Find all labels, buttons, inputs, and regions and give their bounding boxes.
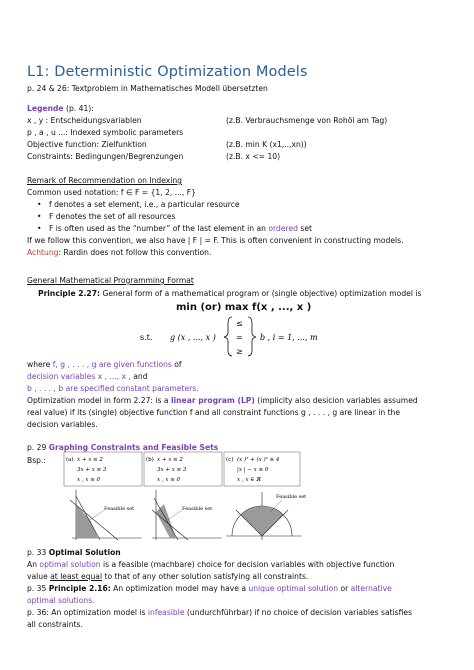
bullet-icon: • [37,212,42,221]
achtung-label: Achtung [27,248,59,257]
legend-row-2: p , a , u ...: Indexed symbolic parameters [27,128,184,137]
remark-notation: Common used notation: f ∈ F = {1, 2, ..., F} [27,188,196,197]
legend-row-4-example: (z.B. x <= 10) [226,152,281,161]
objective-formula: min (or) max f(x , ..., x ) [176,302,312,313]
constraint-lhs: g (x , ..., x ) [170,333,216,342]
rel-le: ≤ [236,319,243,328]
svg-text:x , x ≥ 0: x , x ≥ 0 [77,477,101,483]
legend-row-3-example: (z.B. min K (x1,..,xn)) [226,140,307,149]
plot-c [226,492,306,540]
svg-text:Feasible set: Feasible set [104,506,135,512]
constraint-examples-figure [62,452,307,542]
optimization-line-3: decision variables. [27,420,98,429]
constraint-rhs: b , i = 1, ..., m [260,333,318,342]
remark-heading: Remark of Recommendation on Indexing [27,176,182,185]
bullet-icon: • [37,200,42,209]
svg-text:3x + x ≤ 3: 3x + x ≤ 3 [77,467,107,473]
remark-bullet-3: • F is often used as the “number” of the last element in an ordered set [37,224,312,233]
svg-text:(b): (b) [146,457,154,463]
principle-2-16: p. 35 Principle 2.16: An optimization model may have a unique optimal solution or alternative [27,584,392,593]
rel-eq: = [236,333,243,342]
optimal-line-1: An optimal solution is a feasible (machbare) choice for decision variables with objective function [27,560,395,569]
infeasible-line-2: all constraints. [27,620,83,629]
svg-text:3x + x ≤ 3: 3x + x ≤ 3 [157,467,187,473]
page-title: L1: Deterministic Optimization Models [27,64,308,80]
remark-convention: If we follow this convention, we also have | F | = F. This is often convenient in constructing models. [27,236,404,245]
legend-heading: Legende [27,104,64,113]
remark-achtung: Achtung: Rardin does not follow this convention. [27,248,212,257]
where-line-3: b , . . . , b are specified constant parameters. [27,384,199,393]
svg-text:x , x ≥ 0: x , x ≥ 0 [157,477,181,483]
svg-text:(c): (c) [226,457,234,463]
bsp-label: Bsp.: [27,456,46,465]
svg-text:x + x ≤ 2: x + x ≤ 2 [77,457,103,463]
remark-bullet-1: • f denotes a set element, i.e., a particular resource [37,200,240,209]
svg-text:(a): (a) [66,457,74,463]
svg-text:x + x ≤ 2: x + x ≤ 2 [157,457,183,463]
where-line-1: where f, g , . . . , g are given functions of [27,360,182,369]
optimal-line-2: value at least equal to that of any other solution satisfying all constraints. [27,572,309,581]
ordered-term: ordered [268,224,298,233]
legend-row-3: Objective function: Zielfunktion [27,140,147,149]
plot-a [70,490,142,540]
optimization-line-1: Optimization model in form 2.27: is a linear program (LP) (implicity also desicion variables assumed [27,396,418,405]
linear-program-term: linear program (LP) [170,396,255,405]
optimal-alt-line: optimal solutions. [27,596,95,605]
infeasible-line-1: p. 36: An optimization model is infeasible (undurchführbar) if no choice of decision variables satisfies [27,608,413,617]
legend-page-ref: (p. 41): [66,104,94,113]
legend-row-1: x , y : Entscheidungsvariablen [27,116,142,125]
constraint-formula [140,314,340,358]
svg-text:|x | − x ≤ 0: |x | − x ≤ 0 [237,467,269,473]
general-heading: General Mathematical Programming Format [27,276,194,285]
legend-row-1-example: (z.B. Verbrauchsmenge von Rohöl am Tag) [226,116,388,125]
rel-ge: ≥ [236,347,243,356]
svg-text:Feasible set: Feasible set [182,506,213,512]
optimization-line-2: real value) if its (single) objective function f and all constraint functions g , . . . , g are linear in the [27,408,401,417]
subtitle: p. 24 & 26: Textproblem in Mathematisches Modell übersetzten [27,84,268,93]
svg-text:Feasible set: Feasible set [276,494,307,500]
legend-heading-line [27,104,94,114]
principle-2-27: Principle 2.27: General form of a mathematical program or (single objective) optimization model is [38,289,422,298]
optimal-heading: p. 33 Optimal Solution [27,548,121,557]
principle-label: Principle 2.27: [38,289,101,298]
svg-text:(x )² + (x )² ≤ 4: (x )² + (x )² ≤ 4 [237,457,280,463]
legend-row-4: Constraints: Bedingungen/Begrenzungen [27,152,184,161]
bullet-icon: • [37,224,42,233]
st-label: s.t. [140,333,153,342]
plot-b [152,490,222,540]
graphing-heading: p. 29 Graphing Constraints and Feasible Sets [27,443,219,452]
where-line-2: decision variables x , ..., x , and [27,372,148,381]
svg-text:x , x ∈ ℝ: x , x ∈ ℝ [237,477,261,483]
remark-bullet-2: • F denotes the set of all resources [37,212,176,221]
